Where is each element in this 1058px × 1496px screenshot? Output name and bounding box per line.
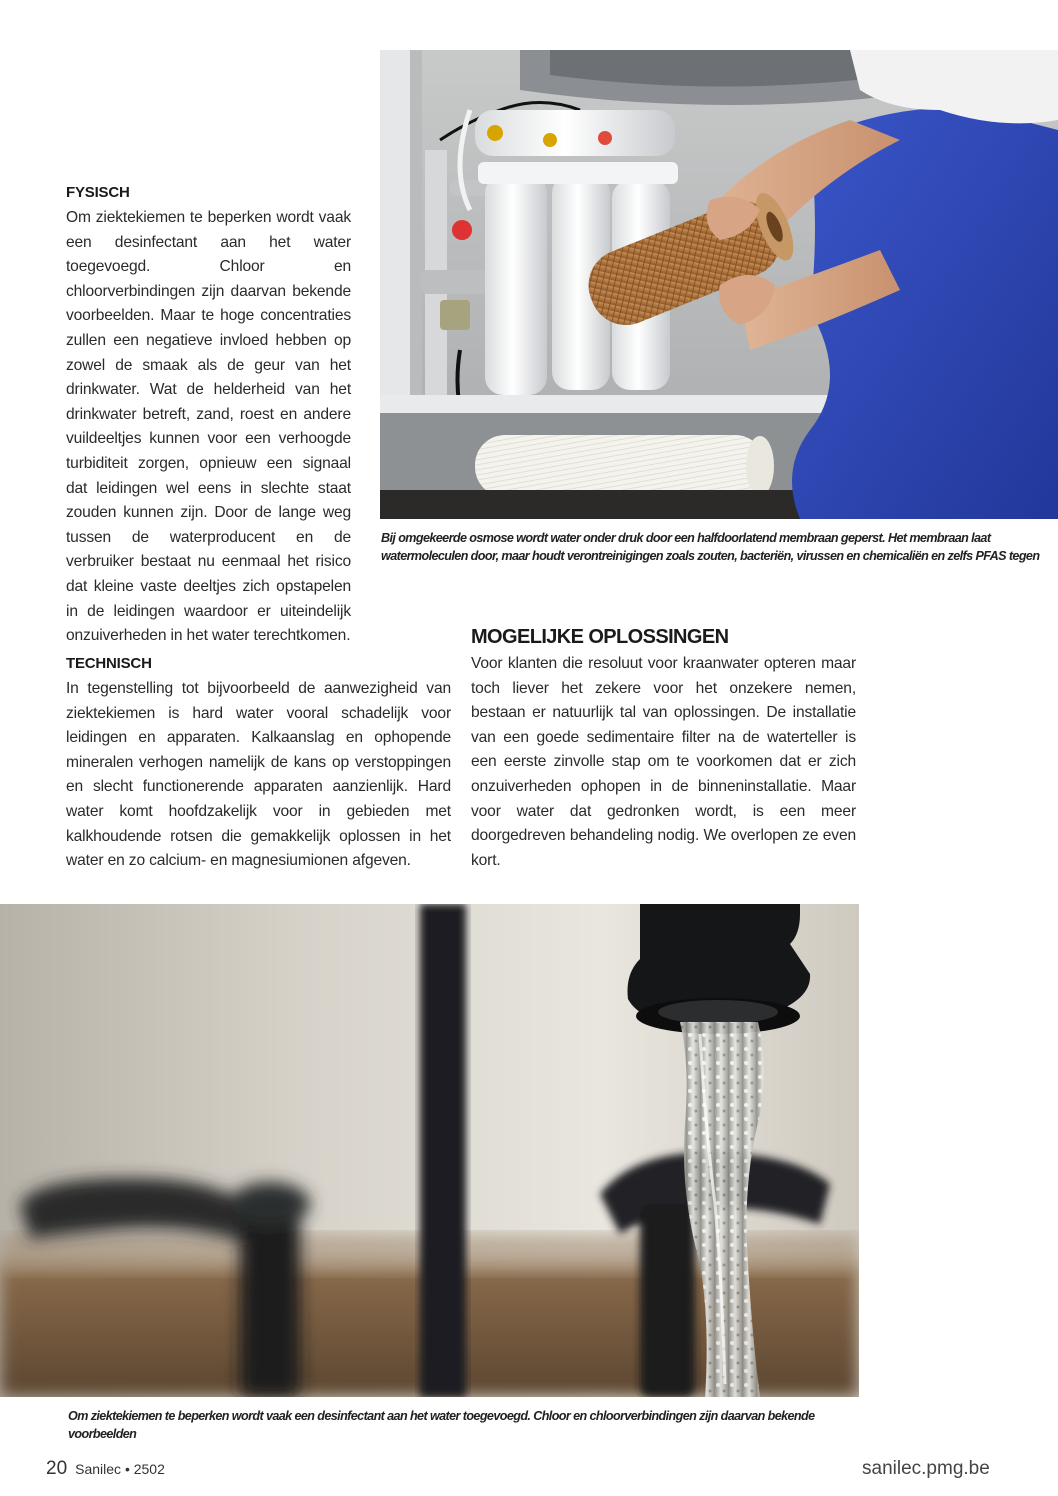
oplossingen-paragraph: Voor klanten die resoluut voor kraanwater opteren maar toch liever het zekere voor het onzekere nemen, bestaan er natuurlijk tal van oplossingen. De installatie van een goede sedimentaire filter na de waterteller is een eerste zinvolle stap om te voorkomen dat er zich onzuiverheden ophopen in de binneninstallatie. Maar voor water dat gedronken wordt, is een meer doorgedreven behandeling nodig. We overlopen ze even kort. — [471, 655, 856, 869]
page-number: 20 — [46, 1458, 68, 1479]
footer-left — [46, 1458, 165, 1480]
section-heading-fysisch: FYSISCH — [66, 184, 130, 201]
section-heading-technisch: TECHNISCH — [66, 655, 152, 672]
website-link[interactable]: sanilec.pmg.be — [862, 1458, 990, 1479]
magazine-issue: Sanilec • 2502 — [75, 1461, 165, 1477]
section-heading-oplossingen: MOGELIJKE OPLOSSINGEN — [471, 626, 729, 648]
osmose-caption: Bij omgekeerde osmose wordt water onder druk door een halfdoorlatend membraan geperst. Het membraan laat watermoleculen door, maar houdt verontreinigingen zoals zouten, bacteriën, virussen en chemicaliën en zelfs PFAS tegen — [381, 531, 1040, 563]
fysisch-paragraph: Om ziektekiemen te beperken wordt vaak een desinfectant aan het water toegevoegd. Chloor en chloorverbindingen zijn daarvan bekende voorbeelden. Maar te hoge concentraties zullen een negatieve invloed hebben op zowel de smaak als de geur van het drinkwater. Wat de helderheid van het drinkwater betreft, zand, roest en andere vuildeeltjes kunnen voor een verhoogde turbiditeit zorgen, opnieuw een signaal dat leidingen wel eens in slechte staat zouden kunnen zijn. Door de lange weg tussen de waterproducent en de verbruiker bestaat nu eenmaal het risico dat kleine vaste deeltjes zich opstapelen in de leidingen waardoor er uiteindelijk onzuiverheden in het water terechtkomen. — [66, 209, 351, 645]
technisch-paragraph: In tegenstelling tot bijvoorbeeld de aanwezigheid van ziektekiemen is hard water vooral schadelijk voor leidingen en apparaten. Kalkaanslag en ophopende mineralen verhogen namelijk de kans op verstoppingen en slecht functionerende apparaten aanzienlijk. Hard water komt hoofdzakelijk voor in gebieden met kalkhoudende rotsen die gemakkelijk oplossen in het water en zo calcium- en magnesiumionen afgeven. — [66, 680, 451, 870]
faucet-photo — [0, 904, 859, 1397]
reverse-osmosis-photo — [380, 50, 1058, 519]
kraan-caption: Om ziektekiemen te beperken wordt vaak een desinfectant aan het water toegevoegd. Chloor en chloorverbindingen zijn daarvan bekende voorbeelden — [68, 1409, 815, 1441]
